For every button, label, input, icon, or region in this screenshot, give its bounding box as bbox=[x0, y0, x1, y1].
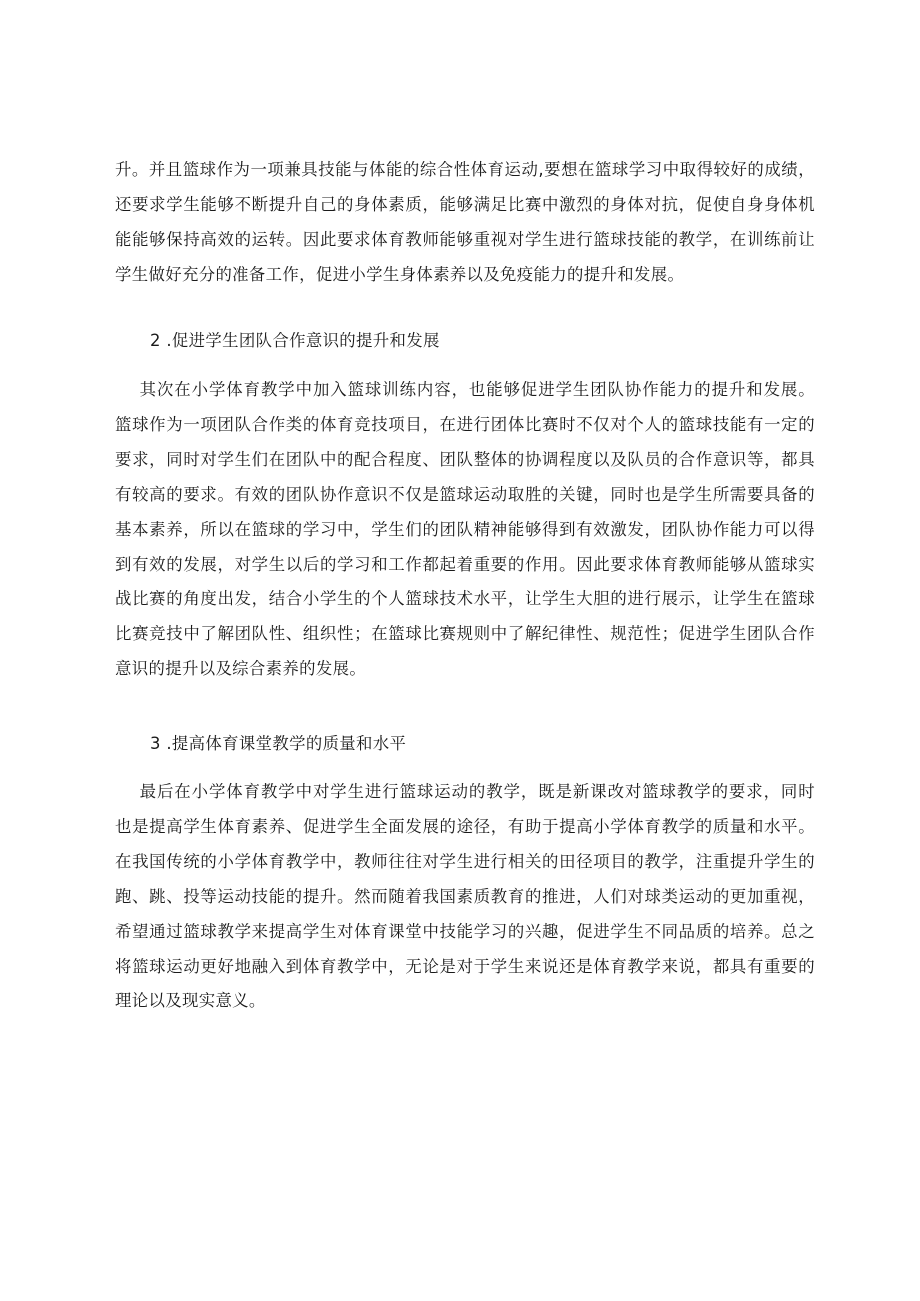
paragraph-teaching-quality bbox=[115, 775, 815, 1019]
text-line: 要求，同时对学生们在团队中的配合程度、团队整体的协调程度以及队员的合作意识等，都具 bbox=[115, 449, 815, 469]
text-line: 能能够保持高效的运转。因此要求体育教师能够重视对学生进行篮球技能的教学，在训练前让 bbox=[115, 229, 815, 249]
text-line: 理论以及现实意义。 bbox=[115, 991, 266, 1011]
text-line: 其次在小学体育教学中加入篮球训练内容，也能够促进学生团队协作能力的提升和发展。 bbox=[115, 380, 815, 399]
text-line: 基本素养，所以在篮球的学习中，学生们的团队精神能够得到有效激发，团队协作能力可以得 bbox=[115, 519, 815, 539]
paragraph-teamwork bbox=[115, 373, 815, 687]
text-line: 还要求学生能够不断提升自己的身体素质，能够满足比赛中激烈的身体对抗，促使自身身体机 bbox=[115, 194, 815, 214]
text-line: 到有效的发展，对学生以后的学习和工作都起着重要的作用。因此要求体育教师能够从篮球实 bbox=[115, 554, 815, 574]
section-heading-teamwork: 2 .促进学生团队合作意识的提升和发展 bbox=[150, 331, 440, 350]
text-line: 意识的提升以及综合素养的发展。 bbox=[115, 659, 367, 679]
text-line: 战比赛的角度出发，结合小学生的个人篮球技术水平，让学生大胆的进行展示，让学生在篮球 bbox=[115, 589, 815, 609]
text-line: 有较高的要求。有效的团队协作意识不仅是篮球运动取胜的关键，同时也是学生所需要具备的 bbox=[115, 484, 815, 504]
text-line: 最后在小学体育教学中对学生进行篮球运动的教学，既是新课改对篮球教学的要求，同时 bbox=[115, 782, 815, 801]
text-line: 学生做好充分的准备工作，促进小学生身体素养以及免疫能力的提升和发展。 bbox=[115, 264, 685, 284]
text-line: 升。并且篮球作为一项兼具技能与体能的综合性体育运动,要想在篮球学习中取得较好的成绩， bbox=[115, 160, 815, 179]
paragraph-physical-fitness bbox=[115, 153, 815, 293]
text-line: 比赛竞技中了解团队性、组织性；在篮球比赛规则中了解纪律性、规范性；促进学生团队合作 bbox=[115, 624, 815, 644]
text-line: 也是提高学生体育素养、促进学生全面发展的途径，有助于提高小学体育教学的质量和水平。 bbox=[115, 816, 815, 836]
text-line: 希望通过篮球教学来提高学生对体育课堂中技能学习的兴趣，促进学生不同品质的培养。总之 bbox=[115, 921, 815, 941]
text-line: 在我国传统的小学体育教学中，教师往往对学生进行相关的田径项目的教学，注重提升学生的 bbox=[115, 851, 815, 871]
section-heading-teaching-quality: 3 .提高体育课堂教学的质量和水平 bbox=[150, 734, 407, 753]
text-line: 将篮球运动更好地融入到体育教学中，无论是对于学生来说还是体育教学来说，都具有重要的 bbox=[115, 956, 815, 976]
text-line: 篮球作为一项团队合作类的体育竞技项目，在进行团体比赛时不仅对个人的篮球技能有一定的 bbox=[115, 414, 815, 434]
text-line: 跑、跳、投等运动技能的提升。然而随着我国素质教育的推进，人们对球类运动的更加重视， bbox=[115, 886, 815, 906]
